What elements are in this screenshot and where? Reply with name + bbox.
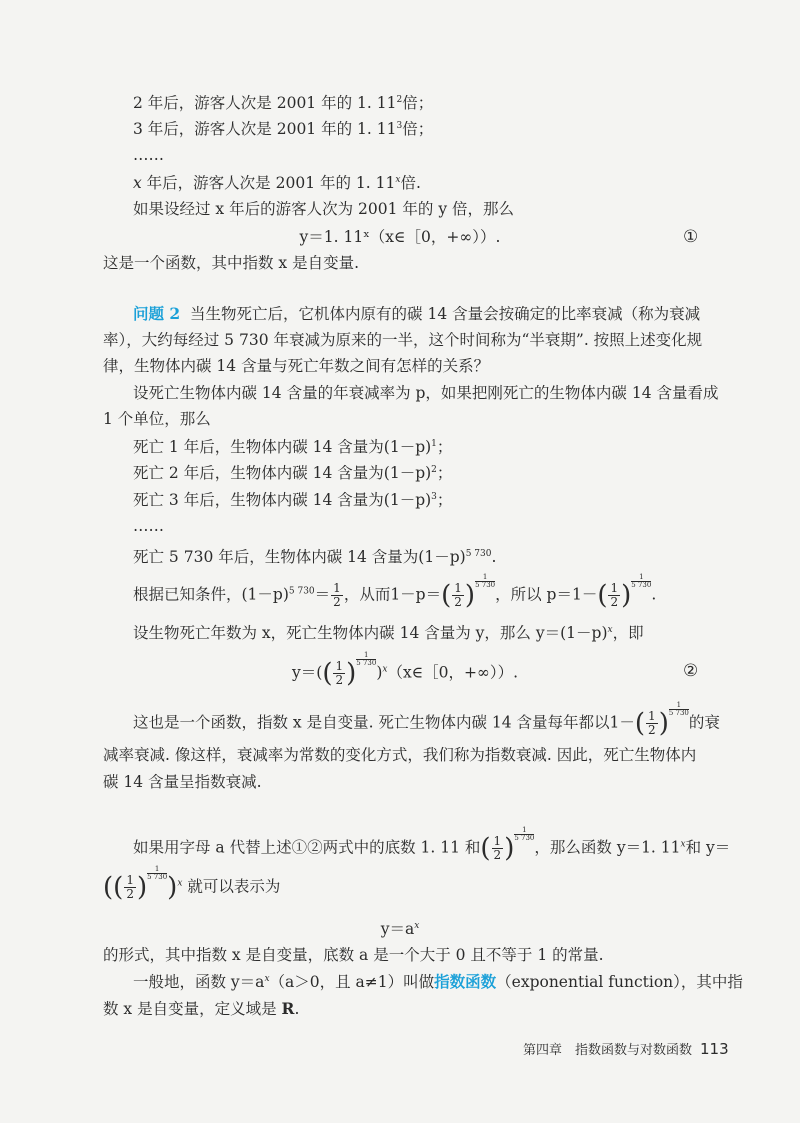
condition-line: 根据已知条件，$(1-p)^{5 730}=$ $\frac{1}{2}$ ，从而1－p＝( $\frac{1}{2}$ ) $\frac{1}{5 730}$，所以 p＝1－( $\frac{1}{2}$ ) $\frac{1}{5 730}$. [133,573,657,611]
text-line: 碳 14 含量呈指数衰减. [103,773,262,791]
text-line: 率），大约每经过 5 730 年衰减为原来的一半，这个时间称为“半衰期”. 按照上述变化规 [103,331,703,349]
text-line: 1 个单位，那么 [103,410,211,428]
ellipsis-line: …… [133,146,164,164]
text-line: 2 年后，游客人次是 2001 年的 1. $11^2$倍； [133,94,434,112]
text-line: 死亡 3 年后，生物体内碳 14 含量为$(1-p)^3$； [133,491,453,509]
term-exponential-function: 指数函数 [434,972,497,991]
text-line: 如果设经过 x 年后的游客人次为 2001 年的 y 倍，那么 [133,200,515,218]
text-line: 的形式，其中指数 x 是自变量，底数 a 是一个大于 0 且不等于 1 的常量. [103,946,604,964]
equation-2-marker: ② [683,661,699,681]
definition-line: 一般地，函数 $y=a^x(a>0$，且 a≠1）叫做指数函数（exponential function），其中指 [133,972,743,991]
page-number: 113 [700,1040,729,1058]
equation-1: y＝1. 11ˣ（x∈［0，+∞））. [299,228,501,246]
equation-2: y＝(( $\frac{1}{2}$ ) $\frac{1}{5 730})^x(x\in[0$，+∞））. [292,651,519,689]
definition-line: 数 x 是自变量，定义域是 R. [103,999,300,1018]
text-line: 这也是一个函数，指数 x 是自变量. 死亡生物体内碳 14 含量每年都以1－( $\frac{1}{2}$ ) $\frac{1}{5 730}$的衰 [133,701,720,739]
question-2-line: 问题 2 当生物死亡后，它机体内原有的碳 14 含量会按确定的比率衰减（称为衰减 [133,304,701,323]
text-line: 死亡 1 年后，生物体内碳 14 含量为$(1-p)^1$； [133,438,453,456]
text-line: 这是一个函数，其中指数 x 是自变量. [103,254,360,272]
question-2-label: 问题 2 [133,304,181,323]
chapter-title: 第四章 指数函数与对数函数 [523,1043,693,1058]
text-line: (( $\frac{1}{2}$ ) $\frac{1}{5 730})^x$ 就可以表示为 [103,865,281,903]
text-line: 减率衰减. 像这样，衰减率为常数的变化方式，我们称为指数衰减. 因此，死亡生物体内 [103,746,697,764]
text-line: 如果用字母 a 代替上述①②两式中的底数 1. 11 和( $\frac{1}{2}$ ) $\frac{1}{5 730}$，那么函数 y＝1. 11$^x$和 y＝ [133,826,731,864]
equation-3: $y=a^x$ [380,920,420,938]
text-line: 死亡 2 年后，生物体内碳 14 含量为$(1-p)^2$； [133,464,453,482]
fraction: $\frac{1}{2}$ [333,581,341,609]
exponent-fraction: $\frac{1}{5 730}$ [631,573,652,589]
text-line: x 年后，游客人次是 2001 年的 1. 11$^x$倍. [133,174,421,192]
text-line: 3 年后，游客人次是 2001 年的 1. $11^3$倍； [133,120,434,138]
fraction: $\frac{1}{2}$ [454,581,462,609]
exponent-fraction: $\frac{1}{5 730}$ [475,573,496,589]
text-line: 律，生物体内碳 14 含量与死亡年数之间有怎样的关系？ [103,357,490,375]
ellipsis-line: …… [133,517,164,535]
fraction: $\frac{1}{2}$ [610,581,619,609]
equation-1-marker: ① [683,227,699,247]
text-line: 设生物死亡年数为 x，死亡生物体内碳 14 含量为 y，那么 $y=(1-p)^x$，即 [133,624,644,642]
page-footer [523,1040,729,1060]
text-line: 死亡 5 730 年后，生物体内碳 14 含量为$(1-p)^{5 730}$. [133,548,497,566]
text-line: 设死亡生物体内碳 14 含量的年衰减率为 p，如果把刚死亡的生物体内碳 14 含量看成 [133,384,719,402]
